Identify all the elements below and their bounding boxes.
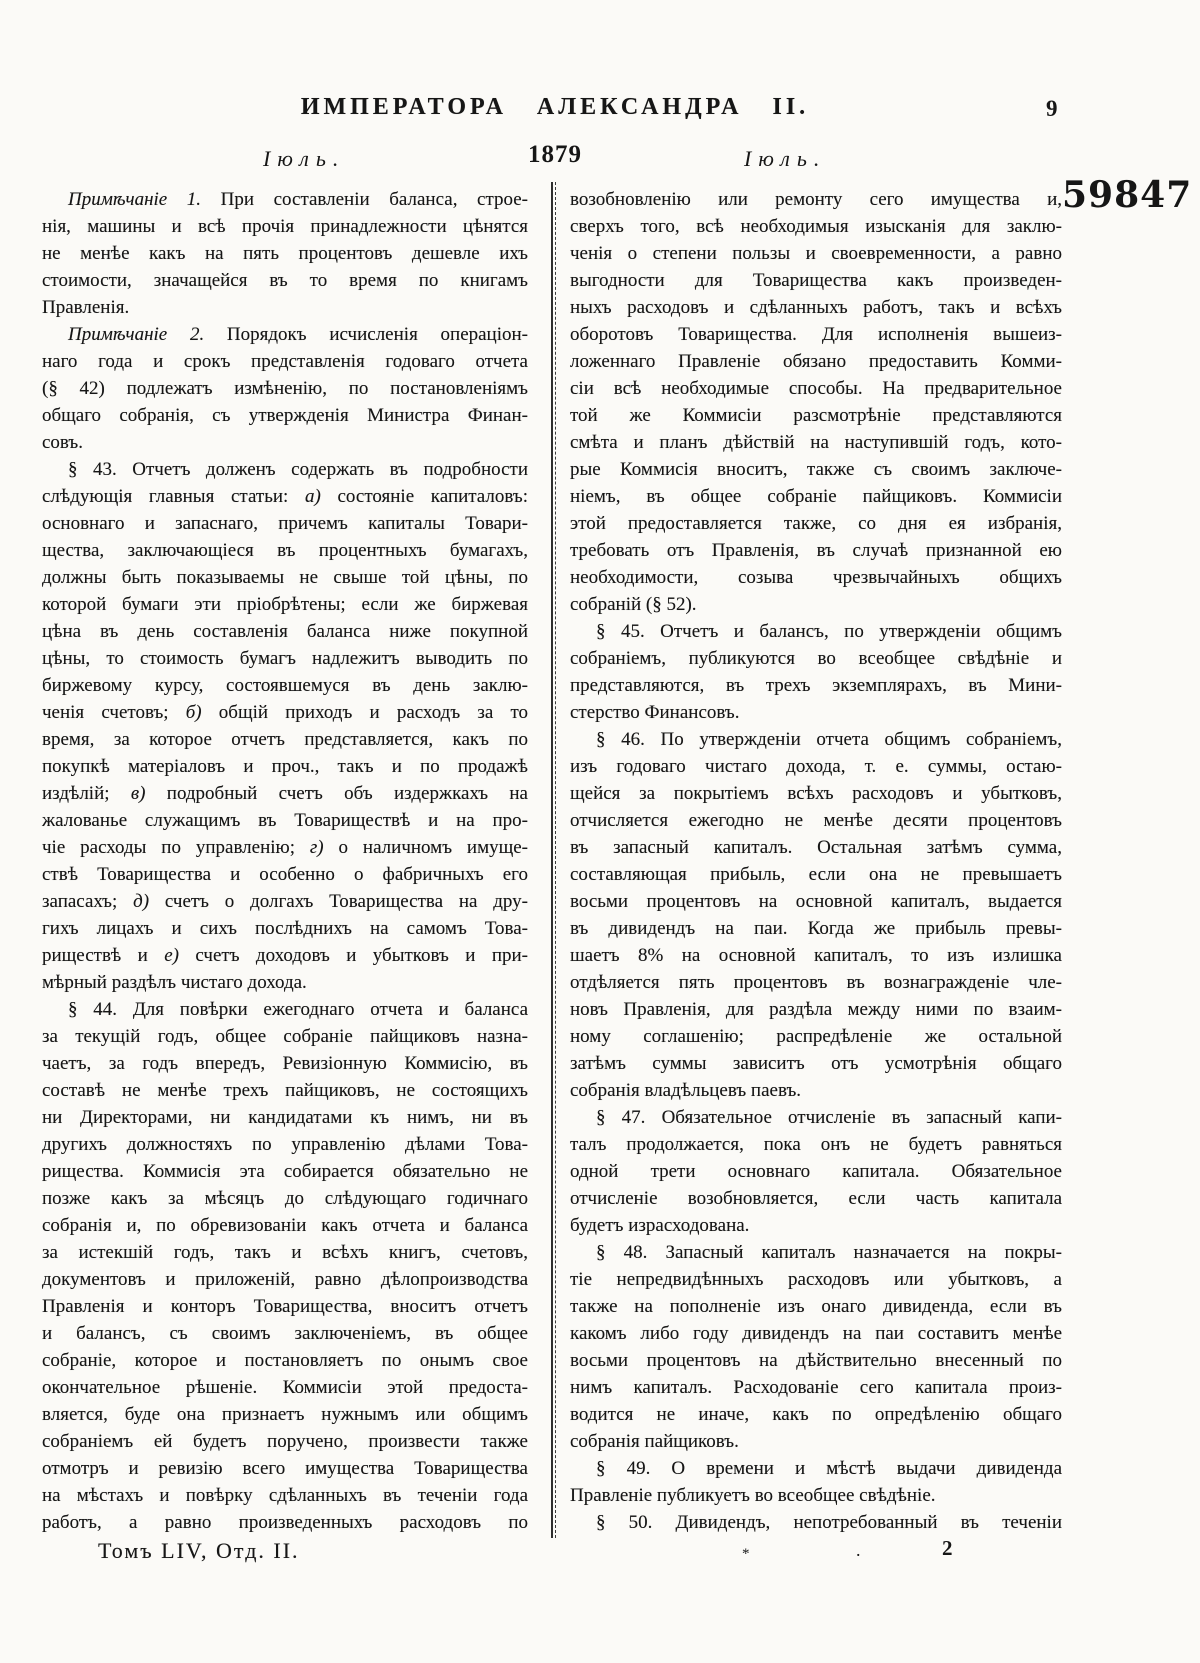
text-line: возобновленію или ремонту сего имущества и, (570, 189, 1062, 210)
text-line: выгодности для Товарищества какъ произведен- (570, 270, 1062, 291)
text-line: также на пополненіе изъ онаго дивиденда, если въ (570, 1296, 1062, 1317)
act-number: 59847 (1062, 174, 1193, 216)
text-line: смѣта и планъ дѣйствій на наступившій годъ, кото- (570, 432, 1062, 453)
text-line: рищества. Коммисія эта собирается обязательно не (42, 1161, 528, 1182)
text-line: биржевому курсу, состоявшемуся въ день заклю- (42, 675, 528, 696)
text-line: чіе расходы по управленію; г) о наличномъ имуще- (42, 837, 528, 858)
text-line: наго года и срокъ представленія годоваго отчета (42, 351, 528, 372)
text-line: рые Коммисія вноситъ, также съ своимъ заключе- (570, 459, 1062, 480)
text-line: собранія и, по обревизованіи какъ отчета и баланса (42, 1215, 528, 1236)
text-line: издѣлій; в) подробный счетъ объ издержкахъ на (42, 783, 528, 804)
column-left (42, 186, 528, 1536)
text-line: стерство Финансовъ. (570, 702, 740, 723)
text-line: и балансъ, съ своимъ заключеніемъ, въ общее (42, 1323, 528, 1344)
text-line: щейся за покрытіемъ всѣхъ расходовъ и убытковъ, (570, 783, 1062, 804)
text-line: требовать отъ Правленія, въ случаѣ признанной ею (570, 540, 1062, 561)
text-line: какомъ либо году дивидендъ на паи составитъ менѣе (570, 1323, 1062, 1344)
text-line: отмотръ и ревизію всего имущества Товарищества (42, 1458, 528, 1479)
text-line: совъ. (42, 432, 84, 453)
text-line: талъ продолжается, пока онъ не будетъ равняться (570, 1134, 1062, 1155)
text-line: не менѣе какъ на пять процентовъ дешевле ихъ (42, 243, 528, 264)
text-line: § 46. По утвержденіи отчета общимъ собраніемъ, (596, 729, 1062, 750)
text-line: время, за которое отчетъ представляется, какъ по (42, 729, 528, 750)
text-line: составѣ не менѣе трехъ пайщиковъ, не состоящихъ (42, 1080, 528, 1101)
text-line: въ дивидендъ на паи. Когда же прибыль превы- (570, 918, 1062, 939)
text-line: цѣна въ день составленія баланса ниже покупной (42, 621, 528, 642)
text-line: гихъ лицахъ и сихъ послѣднихъ на самомъ Това- (42, 918, 528, 939)
page-number: 9 (1046, 96, 1058, 121)
text-line: § 45. Отчетъ и балансъ, по утвержденіи общимъ (596, 621, 1062, 642)
text-line: тіе непредвидѣнныхъ расходовъ или убытковъ, а (570, 1269, 1062, 1290)
footer-volume-label: Томъ LIV, Отд. II. (98, 1538, 300, 1563)
text-line: одной трети основнаго капитала. Обязательное (570, 1161, 1062, 1182)
text-line: ніемъ, въ общее собраніе пайщиковъ. Коммисіи (570, 486, 1062, 507)
text-line: Правленія. (42, 297, 130, 318)
text-line: собраніе, которое и постановляетъ по онымъ свое (42, 1350, 528, 1371)
text-line: ствѣ Товарищества и особенно о фабричныхъ его (42, 864, 528, 885)
text-line: § 44. Для повѣрки ежегоднаго отчета и баланса (68, 999, 528, 1020)
text-line: работъ, а равно произведенныхъ расходовъ по (42, 1512, 528, 1533)
footer-dot-mark: . (856, 1540, 861, 1560)
text-line: изъ годоваго чистаго дохода, т. е. суммы, остаю- (570, 756, 1062, 777)
text-line: за истекшій годъ, такъ и всѣхъ книгъ, счетовъ, (42, 1242, 528, 1263)
text-line: вляется, буде она признаетъ нужнымъ или общимъ (42, 1404, 528, 1425)
running-header-title: ИМПЕРАТОРА АЛЕКСАНДРА II. (300, 94, 810, 120)
text-line: § 47. Обязательное отчисленіе въ запасный капи- (596, 1107, 1062, 1128)
text-line: щества, заключающіеся въ процентныхъ бумагахъ, (42, 540, 528, 561)
text-line: необходимости, созыва чрезвычайныхъ общихъ (570, 567, 1062, 588)
text-line: той же Коммисіи разсмотрѣніе представляются (570, 405, 1062, 426)
text-line: нимъ капиталъ. Расходованіе сего капитала произ- (570, 1377, 1062, 1398)
text-line: основнаго и запаснаго, причемъ капиталы Товари- (42, 513, 528, 534)
text-line: § 49. О времени и мѣстѣ выдачи дивиденда (596, 1458, 1062, 1479)
text-line: ному соглашенію; распредѣленіе же остальной (570, 1026, 1062, 1047)
text-line: покупкѣ матеріаловъ и проч., такъ и по продажѣ (42, 756, 528, 777)
text-line: (§ 42) подлежатъ измѣненію, по постановленіямъ (42, 378, 528, 399)
text-line: жалованье служащимъ въ Товариществѣ и на про- (42, 810, 528, 831)
text-line: собраніемъ ей будетъ поручено, произвести также (42, 1431, 528, 1452)
text-line: мѣрный раздѣлъ чистаго дохода. (42, 972, 307, 993)
text-line: восьми процентовъ на основной капиталъ, выдается (570, 891, 1062, 912)
text-line: шаетъ 8% на основной капиталъ, то изъ излишка (570, 945, 1062, 966)
text-line: ченія о степени пользы и своевременности, а равно (570, 243, 1062, 264)
text-line: запасахъ; д) счетъ о долгахъ Товарищества на дру- (42, 891, 528, 912)
margin-date-left: Іюль. (263, 146, 346, 171)
text-line: будетъ израсходована. (570, 1215, 750, 1236)
text-line: сіи всѣ необходимые способы. На предварительное (570, 378, 1062, 399)
text-line: цѣны, то стоимость бумагъ надлежитъ выводить по (42, 648, 528, 669)
text-line: новъ Правленія, для раздѣла между ними по взаим- (570, 999, 1062, 1020)
text-line: отдѣляется пять процентовъ въ вознагражденіе чле- (570, 972, 1062, 993)
text-line: составляющая прибыль, если она не превышаетъ (570, 864, 1062, 885)
text-line: Правленіе публикуетъ во всеобщее свѣдѣніе. (570, 1485, 936, 1506)
text-line: слѣдующія главныя статьи: а) состояніе капиталовъ: (42, 486, 528, 507)
text-line: этой предоставляется также, со дня ея избранія, (570, 513, 1062, 534)
column-right (570, 186, 1062, 1536)
text-line: Примѣчаніе 1. При составленіи баланса, строе- (68, 189, 528, 210)
text-line: документовъ и приложеній, равно дѣлопроизводства (42, 1269, 528, 1290)
text-line: окончательное рѣшеніе. Коммисіи этой предоста- (42, 1377, 528, 1398)
text-line: § 48. Запасный капиталъ назначается на покры- (596, 1242, 1062, 1263)
text-line: должны быть показываемы не свыше той цѣны, по (42, 567, 528, 588)
text-line: § 43. Отчетъ долженъ содержать въ подробности (68, 459, 528, 480)
text-line: на мѣстахъ и повѣрку сдѣланныхъ въ теченіи года (42, 1485, 528, 1506)
text-line: представляются, въ трехъ экземплярахъ, въ Мини- (570, 675, 1062, 696)
text-line: ныхъ расходовъ и сдѣланныхъ работъ, такъ и всѣхъ (570, 297, 1062, 318)
text-line: риществѣ и е) счетъ доходовъ и убытковъ и при- (42, 945, 529, 966)
column-divider-rule (551, 182, 556, 1538)
text-line: восьми процентовъ на дѣйствительно внесенный по (570, 1350, 1062, 1371)
year-label: 1879 (528, 141, 582, 168)
text-line: затѣмъ суммы зависитъ отъ усмотрѣнія общаго (570, 1053, 1062, 1074)
text-line: чаетъ, за годъ впередъ, Ревизіонную Коммисію, въ (42, 1053, 528, 1074)
text-line: общаго собранія, съ утвержденія Министра Финан- (42, 405, 528, 426)
footer-asterisk-mark: * (742, 1546, 750, 1562)
text-line: сверхъ того, всѣ необходимыя изысканія для заклю- (570, 216, 1062, 237)
text-line: собранія владѣльцевъ паевъ. (570, 1080, 802, 1101)
text-line: отчисленіе возобновляется, если часть капитала (570, 1188, 1062, 1209)
text-line: оборотовъ Товарищества. Для исполненія вышеиз- (570, 324, 1062, 345)
text-line: собраній (§ 52). (570, 594, 697, 615)
text-line: собранія пайщиковъ. (570, 1431, 739, 1452)
text-line: отчисляется ежегодно не менѣе десяти процентовъ (570, 810, 1062, 831)
text-line: водится не иначе, какъ по опредѣленію общаго (570, 1404, 1062, 1425)
text-line: стоимости, значащейся въ то время по книгамъ (42, 270, 528, 291)
text-line: § 50. Дивидендъ, непотребованный въ теченіи (596, 1512, 1062, 1533)
text-line: собраніемъ, публикуются во всеобщее свѣдѣніе и (570, 648, 1062, 669)
text-line: ложеннаго Правленіе обязано предоставить Комми- (570, 351, 1062, 372)
text-line: Правленія и конторъ Товарищества, вноситъ отчетъ (42, 1296, 528, 1317)
text-line: другихъ должностяхъ по управленію дѣлами Това- (42, 1134, 528, 1155)
text-line: ченія счетовъ; б) общій приходъ и расходъ за то (42, 702, 528, 723)
footer-signature-number: 2 (942, 1536, 953, 1560)
text-line: Примѣчаніе 2. Порядокъ исчисленія операціон- (68, 324, 528, 345)
text-line: нія, машины и всѣ прочія принадлежности цѣнятся (42, 216, 528, 237)
text-line: въ запасный капиталъ. Остальная затѣмъ сумма, (570, 837, 1062, 858)
text-line: ни Директорами, ни кандидатами къ нимъ, ни въ (42, 1107, 528, 1128)
text-line: которой бумаги эти пріобрѣтены; если же биржевая (42, 594, 528, 615)
margin-date-right: Іюль. (744, 146, 827, 171)
text-line: позже какъ за мѣсяцъ до слѣдующаго годичнаго (42, 1188, 528, 1209)
text-line: за текущій годъ, общее собраніе пайщиковъ назна- (42, 1026, 528, 1047)
